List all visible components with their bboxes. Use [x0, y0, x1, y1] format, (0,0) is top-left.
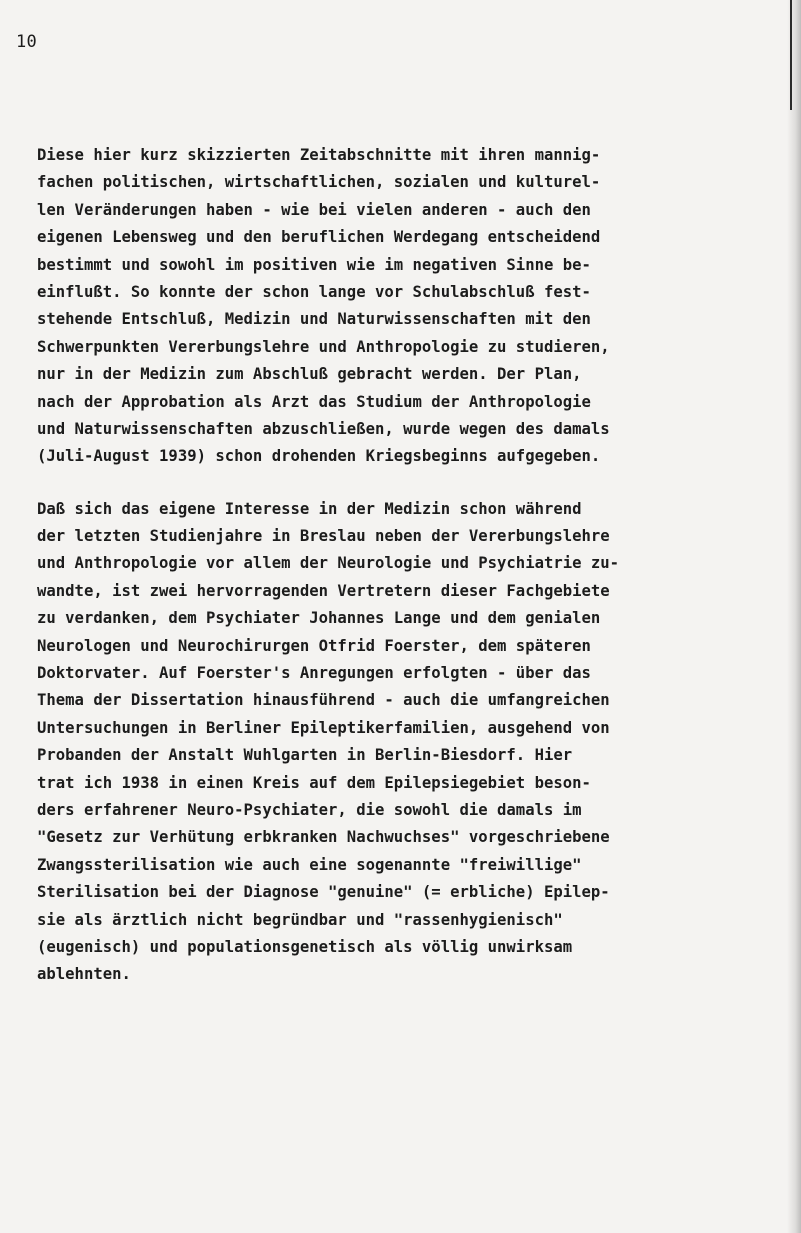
text-line: Probanden der Anstalt Wuhlgarten in Berlin-Biesdorf. Hier: [37, 746, 573, 765]
paragraph-1: [37, 142, 717, 471]
paragraph-2: [37, 496, 717, 989]
text-line: (eugenisch) und populationsgenetisch als völlig unwirksam: [37, 937, 573, 956]
text-line: nur in der Medizin zum Abschluß gebracht werden. Der Plan,: [37, 365, 582, 384]
text-line: wandte, ist zwei hervorragenden Vertretern dieser Fachgebiete: [37, 581, 610, 600]
text-line: eigenen Lebensweg und den beruflichen Werdegang entscheidend: [37, 228, 601, 247]
text-line: und Naturwissenschaften abzuschließen, wurde wegen des damals: [37, 419, 610, 438]
text-line: stehende Entschluß, Medizin und Naturwissenschaften mit den: [37, 310, 591, 329]
text-line: Zwangssterilisation wie auch eine sogenannte "freiwillige": [37, 855, 582, 874]
text-line: ders erfahrener Neuro-Psychiater, die sowohl die damals im: [37, 800, 582, 819]
text-line: nach der Approbation als Arzt das Studium der Anthropologie: [37, 392, 591, 411]
text-line: bestimmt und sowohl im positiven wie im negativen Sinne be-: [37, 255, 591, 274]
text-line: Thema der Dissertation hinausführend - auch die umfangreichen: [37, 691, 610, 710]
text-line: ablehnten.: [37, 965, 131, 984]
paragraph-gap: [37, 471, 717, 496]
text-line: trat ich 1938 in einen Kreis auf dem Epilepsiegebiet beson-: [37, 773, 591, 792]
page-edge-line: [790, 0, 792, 110]
text-line: zu verdanken, dem Psychiater Johannes Lange und dem genialen: [37, 609, 601, 628]
text-line: sie als ärztlich nicht begründbar und "rassenhygienisch": [37, 910, 563, 929]
text-line: (Juli-August 1939) schon drohenden Kriegsbeginns aufgegeben.: [37, 447, 601, 466]
text-line: Sterilisation bei der Diagnose "genuine" (= erbliche) Epilep-: [37, 883, 610, 902]
text-line: einflußt. So konnte der schon lange vor Schulabschluß fest-: [37, 282, 591, 301]
text-line: Schwerpunkten Vererbungslehre und Anthropologie zu studieren,: [37, 337, 610, 356]
page-number: 10: [16, 32, 38, 52]
text-line: Doktorvater. Auf Foerster's Anregungen erfolgten - über das: [37, 664, 591, 683]
text-line: "Gesetz zur Verhütung erbkranken Nachwuchses" vorgeschriebene: [37, 828, 610, 847]
text-line: und Anthropologie vor allem der Neurologie und Psychiatrie zu-: [37, 554, 620, 573]
text-line: Daß sich das eigene Interesse in der Medizin schon während: [37, 499, 582, 518]
body-text: [37, 142, 717, 989]
text-line: der letzten Studienjahre in Breslau neben der Vererbungslehre: [37, 527, 610, 546]
page-edge-shadow: [787, 0, 801, 1233]
text-line: fachen politischen, wirtschaftlichen, sozialen und kulturel-: [37, 173, 601, 192]
text-line: Diese hier kurz skizzierten Zeitabschnitte mit ihren mannig-: [37, 146, 601, 164]
text-line: Untersuchungen in Berliner Epileptikerfamilien, ausgehend von: [37, 718, 610, 737]
text-line: Neurologen und Neurochirurgen Otfrid Foerster, dem späteren: [37, 636, 591, 655]
text-line: len Veränderungen haben - wie bei vielen anderen - auch den: [37, 200, 591, 219]
